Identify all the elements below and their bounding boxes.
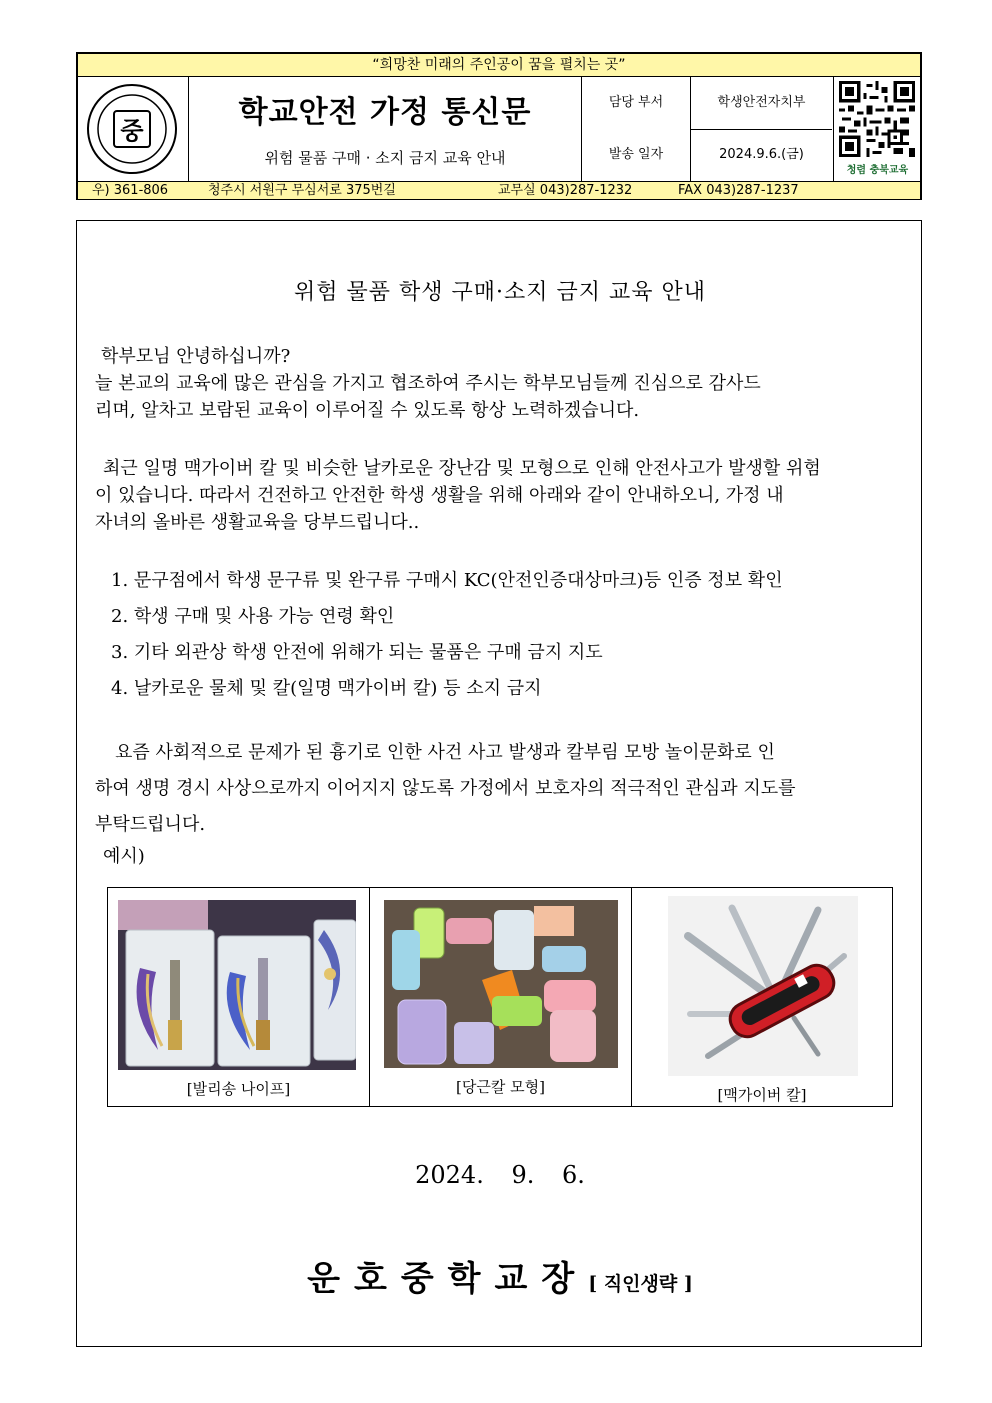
letter-body [76,220,922,1347]
para3-line-2: 하여 생명 경시 사상으로까지 이어지지 않도록 가정에서 보호자의 적극적인 관심과 지도를 [95,778,796,799]
dept-value: 학생안전자치부 [717,95,806,110]
phone-number: 교무실 043)287-1232 [498,183,633,198]
multitool-knife-photo [668,896,858,1076]
example-cell-carrot-knife [370,888,632,1106]
example-cell-multitool [632,888,892,1106]
date-label: 발송 일자 [582,129,691,181]
newsletter-header [76,52,922,200]
para3-line-1: 요즘 사회적으로 문제가 된 흉기로 인한 사건 사고 발생과 칼부림 모방 놀이문화로 인 [115,742,775,763]
intro-line-2: 리며, 알차고 보람된 교육이 이루어질 수 있도록 항상 노력하겠습니다. [95,400,640,421]
example-label: 예시) [103,846,145,867]
guideline-list [111,563,783,707]
example-cell-balisong [108,888,370,1106]
svg-text:중: 중 [120,117,144,145]
caption-multitool: [맥가이버 칼] [717,1086,807,1104]
dept-label: 담당 부서 [582,77,691,129]
school-slogan: “희망찬 미래의 주인공이 꿈을 펼치는 곳” [78,54,920,77]
qr-code-icon [839,81,915,157]
greeting: 학부모님 안녕하십니까? [101,346,291,367]
page-title: 학교안전 가정 통신문 [238,95,532,130]
list-item: 1. 문구점에서 학생 문구류 및 완구류 구매시 KC(안전인증대상마크)등 인증 정보 확인 [111,570,783,591]
seal-omitted-note: [ 직인생략 ] [588,1273,693,1295]
fax-number: FAX 043)287-1237 [678,183,799,198]
principal-title: 운호중학교장 [307,1259,589,1299]
meta-table [582,77,832,181]
issue-date: 2024. 9. 6. [415,1161,585,1189]
balisong-knife-photo [118,900,356,1070]
list-item: 3. 기타 외관상 학생 안전에 위해가 되는 물품은 구매 금지 지도 [111,642,603,663]
meta-row-dept [582,77,832,130]
para2-line-1: 최근 일명 맥가이버 칼 및 비슷한 날카로운 장난감 및 모형으로 인해 안전사고가 발생할 위험 [103,458,821,479]
principal-signature [77,1251,923,1300]
qr-caption: 청렴 충북교육 [846,165,909,176]
list-item: 4. 날카로운 물체 및 칼(일명 맥가이버 칼) 등 소지 금지 [111,678,542,699]
address-bar [78,181,920,199]
para2-line-3: 자녀의 올바른 생활교육을 당부드립니다.. [95,512,420,533]
meta-row-date [582,129,832,181]
list-item: 2. 학생 구매 및 사용 가능 연령 확인 [111,606,395,627]
caption-carrot-knife: [당근칼 모형] [456,1078,545,1096]
logo-cell [78,77,189,181]
page-subtitle: 위험 물품 구매 · 소지 금지 교육 안내 [264,149,506,167]
para3-line-3: 부탁드립니다. [95,814,206,835]
example-image-table [107,887,893,1107]
caption-balisong: [발리송 나이프] [186,1080,291,1098]
carrot-knife-photo [384,900,618,1068]
date-value: 2024.9.6.(금) [719,147,804,162]
title-cell [189,77,582,181]
qr-cell [833,77,921,181]
para2-line-2: 이 있습니다. 따라서 건전하고 안전한 학생 생활을 위해 아래와 같이 안내하오니, 가정 내 [95,485,784,506]
letter-title: 위험 물품 학생 구매·소지 금지 교육 안내 [294,280,706,305]
intro-line-1: 늘 본교의 교육에 많은 관심을 가지고 협조하여 주시는 학부모님들께 진심으로 감사드 [95,373,761,394]
school-logo-icon [86,83,178,175]
postal-code: 우) 361-806 [92,183,169,198]
street-address: 청주시 서원구 무심서로 375번길 [208,183,396,198]
